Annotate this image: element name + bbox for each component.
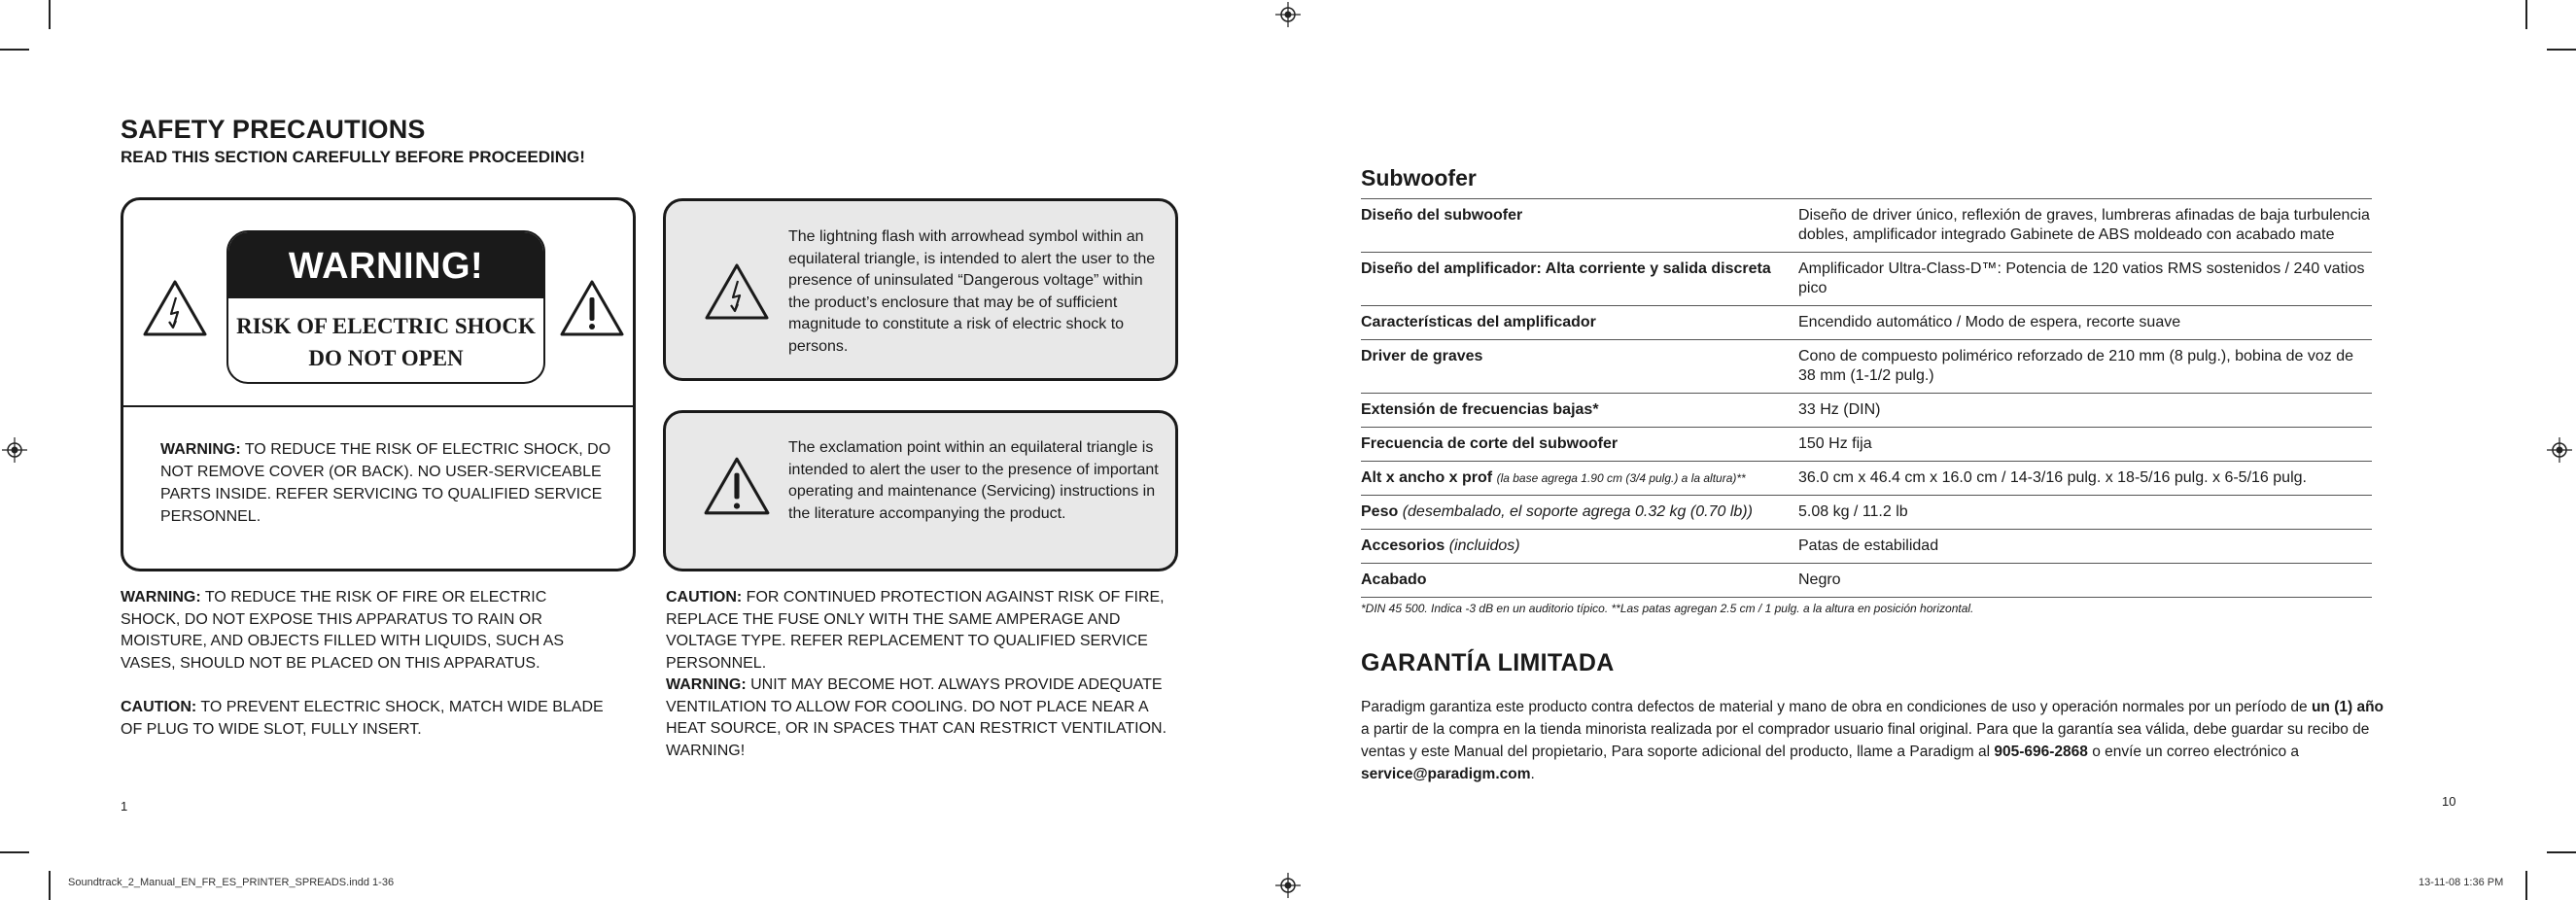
crop-mark (49, 0, 51, 29)
spec-value: Encendido automático / Modo de espera, recorte suave (1798, 306, 2372, 340)
spec-value: Amplificador Ultra-Class-D™: Potencia de 120 vatios RMS sostenidos / 240 vatios pico (1798, 253, 2372, 306)
warning-body: TO REDUCE THE RISK OF FIRE OR ELECTRIC SHOCK, DO NOT EXPOSE THIS APPARATUS TO RAIN OR MOISTURE, AND OBJECTS FILLED WITH LIQUIDS, SUCH AS VASES, SHOULD NOT BE PLACED ON THIS APPARATUS. (121, 589, 565, 672)
caution-body: TO PREVENT ELECTRIC SHOCK, MATCH WIDE BLADE OF PLUG TO WIDE SLOT, FULLY INSERT. (121, 699, 604, 738)
registration-mark-icon (2, 437, 27, 463)
slug-filename: Soundtrack_2_Manual_EN_FR_ES_PRINTER_SPREADS.indd 1-36 (68, 877, 395, 888)
crop-mark (2547, 49, 2576, 51)
warning-label: WARNING: (121, 589, 201, 606)
spec-key-note: (desembalado, el soporte agrega 0.32 kg (0.70 lb)) (1402, 503, 1753, 520)
table-row (1361, 394, 2372, 428)
spec-value: 36.0 cm x 46.4 cm x 16.0 cm / 14-3/16 pulg. x 18-5/16 pulg. x 6-5/16 pulg. (1798, 462, 2372, 496)
spec-key-label: Extensión de frecuencias bajas* (1361, 401, 1599, 418)
spec-value: Diseño de driver único, reflexión de graves, lumbreras afinadas de baja turbulencia dobles, amplificador integrado Gabinete de ABS moldeado con acabado mate (1798, 199, 2372, 253)
spec-key (1361, 394, 1798, 428)
spec-key (1361, 340, 1798, 394)
spec-key (1361, 428, 1798, 462)
spec-table (1361, 198, 2372, 598)
warning-hot-paragraph (666, 675, 1171, 762)
table-row (1361, 306, 2372, 340)
warning-body: UNIT MAY BECOME HOT. ALWAYS PROVIDE ADEQUATE VENTILATION TO ALLOW FOR COOLING. DO NOT PLACE NEAR A HEAT SOURCE, OR IN SPACES THAT CAN RESTRICT VENTILATION. WARNING! (666, 676, 1167, 759)
spec-key-label: Frecuencia de corte del subwoofer (1361, 435, 1619, 452)
spec-key-label: Acabado (1361, 571, 1427, 588)
registration-mark-icon (1275, 873, 1301, 898)
spec-key-note: (la base agrega 1.90 cm (3/4 pulg.) a la altura)** (1496, 471, 1746, 485)
warranty-text-part: a partir de la compra en la tienda minorista realizada por el comprador usuario final original. Para que la garantía sea válida, debe guardar su recibo de ventas y este Manual del propietario, Para soporte adicional del producto, llame a Paradigm al (1361, 721, 2370, 760)
table-row (1361, 462, 2372, 496)
warning-fire-paragraph (121, 587, 607, 675)
lightning-description: The lightning flash with arrowhead symbol within an equilateral triangle, is intended to alert the user to the presence of uninsulated “Dangerous voltage” within the product’s enclosure that may be of sufficient magnitude to constitute a risk of electric shock to persons. (788, 228, 1156, 355)
page-number-left: 1 (121, 799, 128, 813)
spec-key-label: Alt x ancho x prof (1361, 469, 1493, 486)
warranty-period: un (1) año (2311, 699, 2385, 715)
spec-value: Patas de estabilidad (1798, 530, 2372, 564)
caution-body: FOR CONTINUED PROTECTION AGAINST RISK OF FIRE, REPLACE THE FUSE ONLY WITH THE SAME AMPERAGE AND VOLTAGE TYPE. REFER REPLACEMENT TO QUALIFIED SERVICE PERSONNEL. (666, 589, 1165, 672)
spec-key (1361, 564, 1798, 598)
table-row (1361, 530, 2372, 564)
exclamation-info-box (663, 410, 1178, 571)
table-row (1361, 496, 2372, 530)
exclamation-description: The exclamation point within an equilateral triangle is intended to alert the user to the presence of important operating and maintenance (Servicing) instructions in the literature accompanying the product. (788, 439, 1159, 522)
spec-key (1361, 199, 1798, 253)
table-row (1361, 253, 2372, 306)
page-number-right: 10 (2442, 794, 2456, 809)
spec-key-label: Accesorios (1361, 537, 1445, 554)
page-subtitle: READ THIS SECTION CAREFULLY BEFORE PROCEEDING! (121, 148, 585, 166)
lightning-info-box (663, 198, 1178, 381)
spec-key-label: Diseño del subwoofer (1361, 207, 1523, 224)
lightning-triangle-icon (702, 261, 772, 322)
caution-label: CAUTION: (121, 699, 197, 715)
warning-badge (226, 230, 545, 384)
spec-key (1361, 462, 1798, 496)
table-row (1361, 564, 2372, 598)
spec-footnote: *DIN 45 500. Indica -3 dB en un auditorio típico. **Las patas agregan 2.5 cm / 1 pulg. a la altura en posición horizontal. (1361, 602, 1974, 615)
spec-key (1361, 253, 1798, 306)
warranty-text-part: . (1530, 766, 1535, 782)
page-title: SAFETY PRECAUTIONS (121, 115, 426, 144)
box-warning-text (160, 438, 617, 528)
spec-key (1361, 306, 1798, 340)
table-row (1361, 199, 2372, 253)
registration-mark-icon (2547, 437, 2572, 463)
spec-key-label: Peso (1361, 503, 1399, 520)
risk-line-1: RISK OF ELECTRIC SHOCK (236, 314, 536, 338)
warning-heading: WARNING! (228, 232, 543, 298)
box-warning-label: WARNING: (160, 441, 241, 458)
lightning-triangle-icon (141, 278, 209, 338)
crop-mark (2525, 0, 2527, 29)
exclamation-triangle-icon (702, 455, 772, 517)
table-row (1361, 428, 2372, 462)
spec-key-label: Diseño del amplificador: Alta corriente y salida discreta (1361, 260, 1771, 277)
warranty-text-part: Paradigm garantiza este producto contra defectos de material y mano de obra en condiciones de uso y operación normales por un período de (1361, 699, 2312, 715)
spec-value: 33 Hz (DIN) (1798, 394, 2372, 428)
spec-value: Negro (1798, 564, 2372, 598)
crop-mark (0, 49, 29, 51)
spec-key (1361, 496, 1798, 530)
risk-line-2: DO NOT OPEN (308, 346, 464, 370)
section-title: Subwoofer (1361, 165, 1477, 190)
caution-label: CAUTION: (666, 589, 743, 606)
registration-mark-icon (1275, 2, 1301, 27)
support-phone: 905-696-2868 (1994, 744, 2088, 760)
table-row (1361, 340, 2372, 394)
spec-key-note: (incluidos) (1448, 537, 1520, 554)
spec-key-label: Driver de graves (1361, 348, 1483, 364)
crop-mark (0, 851, 29, 853)
warranty-text (1361, 696, 2391, 785)
divider (123, 405, 633, 407)
warning-label: WARNING: (666, 676, 747, 693)
crop-mark (2547, 851, 2576, 853)
crop-mark (49, 871, 51, 900)
support-email: service@paradigm.com (1361, 766, 1531, 782)
spec-value: 150 Hz fija (1798, 428, 2372, 462)
warranty-text-part: o envíe un correo electrónico a (2087, 744, 2300, 760)
slug-date: 13-11-08 1:36 PM (2419, 877, 2504, 888)
exclamation-triangle-icon (558, 278, 626, 338)
spec-key-label: Características del amplificador (1361, 314, 1596, 330)
spec-value: 5.08 kg / 11.2 lb (1798, 496, 2372, 530)
caution-fuse-paragraph (666, 587, 1186, 675)
box-warning-body: TO REDUCE THE RISK OF ELECTRIC SHOCK, DO NOT REMOVE COVER (OR BACK). NO USER-SERVICEABLE PARTS INSIDE. REFER SERVICING TO QUALIFIED SERVICE PERSONNEL. (160, 441, 611, 525)
crop-mark (2525, 871, 2527, 900)
warning-box (121, 197, 636, 571)
caution-plug-paragraph (121, 697, 607, 741)
warranty-title: GARANTÍA LIMITADA (1361, 649, 1615, 676)
spec-value: Cono de compuesto polimérico reforzado de 210 mm (8 pulg.), bobina de voz de 38 mm (1-1/2 pulg.) (1798, 340, 2372, 394)
spec-key (1361, 530, 1798, 564)
